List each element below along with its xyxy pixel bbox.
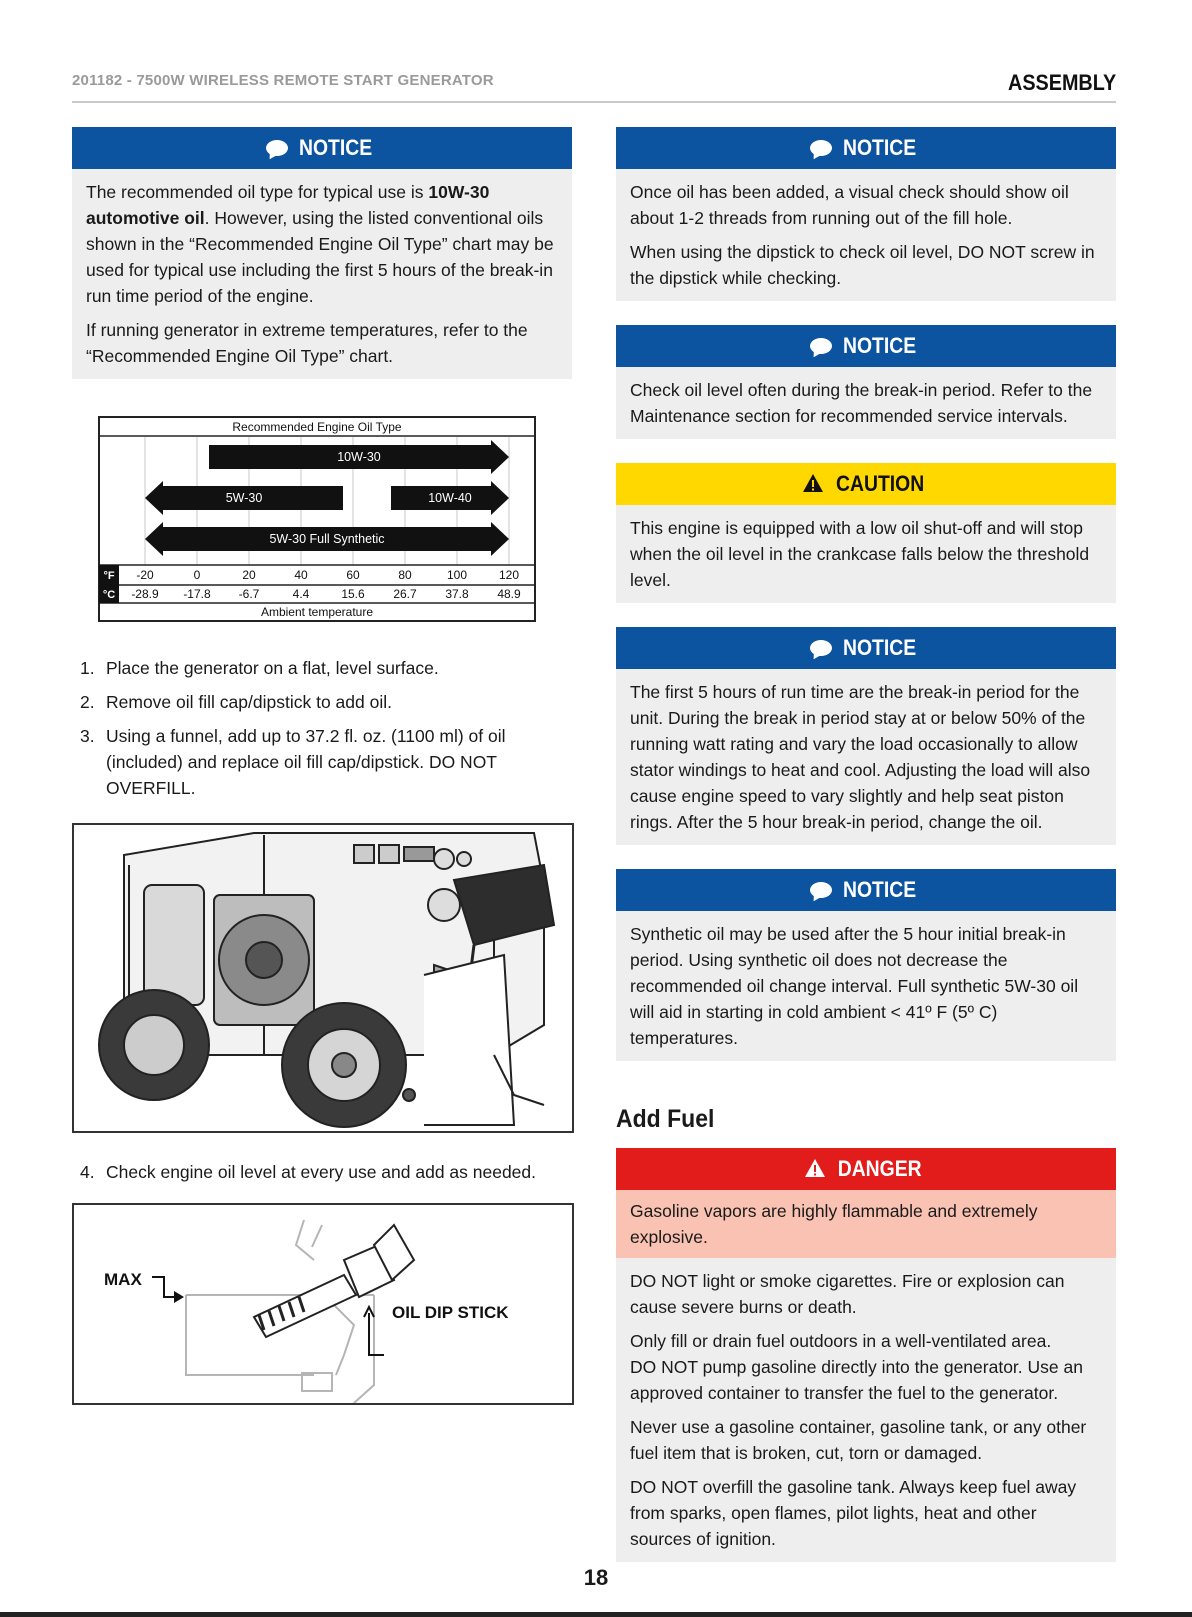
notice-body bbox=[616, 669, 1116, 845]
right-column bbox=[616, 127, 1116, 1586]
notice-header: NOTICE bbox=[72, 127, 572, 169]
oil-dip-stick-label: OIL DIP STICK bbox=[392, 1303, 509, 1322]
oil-steps-list bbox=[72, 655, 572, 801]
page-number: 18 bbox=[583, 1565, 609, 1590]
list-item: 2. Remove oil fill cap/dipstick to add oil. bbox=[80, 692, 392, 712]
fahrenheit-unit-label: °F bbox=[103, 570, 115, 582]
danger-summary: Gasoline vapors are highly flammable and extremely explosive. bbox=[616, 1190, 1116, 1258]
fahrenheit-tick-label: 60 bbox=[346, 568, 360, 582]
notice-box-break-in-check bbox=[616, 325, 1116, 439]
caution-header: CAUTION bbox=[616, 463, 1116, 505]
speech-bubble-icon bbox=[810, 877, 832, 903]
speech-bubble-icon bbox=[810, 333, 832, 359]
caution-body bbox=[616, 505, 1116, 603]
document-title: 201182 - 7500W WIRELESS REMOTE START GENERATOR bbox=[72, 72, 494, 89]
left-column bbox=[72, 127, 572, 1405]
caution-paragraph: This engine is equipped with a low oil shut-off and will stop when the oil level in the crankcase falls below the threshold level. bbox=[630, 518, 1090, 590]
notice-box-synthetic-oil bbox=[616, 869, 1116, 1061]
notice-header: NOTICE bbox=[616, 627, 1116, 669]
celsius-tick-label: 37.8 bbox=[445, 587, 469, 601]
oil-range-label: 10W-40 bbox=[428, 491, 472, 505]
danger-body bbox=[616, 1258, 1116, 1562]
notice-header: NOTICE bbox=[616, 869, 1116, 911]
celsius-tick-label: -17.8 bbox=[183, 587, 211, 601]
notice-paragraph: The first 5 hours of run time are the break-in period for the unit. During the break in period stay at or below 50% of the running watt rating and vary the load occasionally to allow stator windings to heat and cool. Adjusting the load will also cause engine speed to vary slightly and help seat piston rings. After the 5 hour break-in period, change the oil. bbox=[630, 682, 1091, 832]
notice-paragraph: When using the dipstick to check oil level, DO NOT screw in the dipstick while checking. bbox=[630, 242, 1095, 288]
celsius-tick-label: -6.7 bbox=[238, 587, 260, 601]
notice-body bbox=[616, 367, 1116, 439]
celsius-tick-label: -28.9 bbox=[131, 587, 159, 601]
fahrenheit-tick-label: 40 bbox=[294, 568, 308, 582]
oil-steps-list-continued bbox=[72, 1159, 572, 1185]
chart-x-axis-label: Ambient temperature bbox=[260, 605, 374, 619]
notice-header: NOTICE bbox=[616, 325, 1116, 367]
oil-range-label: 10W-30 bbox=[337, 450, 381, 464]
notice-body bbox=[616, 169, 1116, 301]
warning-triangle-icon bbox=[802, 471, 824, 497]
danger-header: DANGER bbox=[616, 1148, 1116, 1190]
fahrenheit-tick-label: 120 bbox=[498, 568, 520, 582]
warning-triangle-icon bbox=[804, 1156, 826, 1182]
speech-bubble-icon bbox=[810, 135, 832, 161]
notice-box-break-in-period bbox=[616, 627, 1116, 845]
header-divider bbox=[72, 101, 1116, 103]
chart-title: Recommended Engine Oil Type bbox=[232, 420, 402, 434]
celsius-tick-label: 48.9 bbox=[497, 587, 521, 601]
notice-body bbox=[616, 911, 1116, 1061]
danger-paragraph: Only fill or drain fuel outdoors in a well-ventilated area. DO NOT pump gasoline directly into the generator. Use an approved container to transfer the fuel to the generator. bbox=[630, 1331, 1083, 1403]
notice-box-oil-type bbox=[72, 127, 572, 379]
celsius-tick-label: 4.4 bbox=[292, 587, 310, 601]
generator-oil-fill-illustration bbox=[72, 823, 574, 1133]
caution-box bbox=[616, 463, 1116, 603]
notice-paragraph: If running generator in extreme temperatures, refer to the “Recommended Engine Oil Type” chart. bbox=[86, 320, 528, 366]
dipstick-illustration bbox=[72, 1203, 574, 1405]
max-label: MAX bbox=[104, 1270, 142, 1289]
fahrenheit-tick-label: 80 bbox=[398, 568, 412, 582]
fahrenheit-tick-label: 0 bbox=[193, 568, 201, 582]
danger-paragraph: DO NOT overfill the gasoline tank. Always keep fuel away from sparks, open flames, pilot lights, heat and other sources of ignition. bbox=[630, 1477, 1077, 1549]
notice-paragraph: Once oil has been added, a visual check should show oil about 1-2 threads from running out of the fill hole. bbox=[630, 182, 1069, 228]
oil-chart-svg bbox=[97, 415, 547, 625]
oil-range-label: 5W-30 Full Synthetic bbox=[269, 532, 385, 546]
step-4 bbox=[72, 1159, 572, 1185]
danger-paragraph: Never use a gasoline container, gasoline tank, or any other fuel item that is broken, cut, torn or damaged. bbox=[630, 1417, 1087, 1463]
notice-box-oil-check bbox=[616, 127, 1116, 301]
footer-rule bbox=[0, 1612, 1192, 1617]
celsius-unit-label: °C bbox=[102, 589, 116, 601]
section-title: ASSEMBLY bbox=[1007, 70, 1116, 95]
dipstick-illustration-svg bbox=[74, 1205, 572, 1403]
list-item: 1. Place the generator on a flat, level surface. bbox=[80, 658, 439, 678]
oil-type-chart bbox=[97, 415, 547, 625]
celsius-tick-label: 26.7 bbox=[393, 587, 417, 601]
list-item: 4. Check engine oil level at every use and add as needed. bbox=[80, 1162, 537, 1182]
notice-body bbox=[72, 169, 572, 379]
add-fuel-heading: Add Fuel bbox=[616, 1105, 715, 1133]
notice-paragraph: The recommended oil type for typical use is 10W-30 automotive oil. However, using the listed conventional oils shown in the “Recommended Engine Oil Type” chart may be used for typical use including the first 5 hours of the break-in run time period of the engine. bbox=[86, 182, 554, 306]
notice-header: NOTICE bbox=[616, 127, 1116, 169]
speech-bubble-icon bbox=[266, 135, 288, 161]
speech-bubble-icon bbox=[810, 635, 832, 661]
danger-paragraph: DO NOT light or smoke cigarettes. Fire or explosion can cause severe burns or death. bbox=[630, 1271, 1065, 1317]
generator-illustration-svg bbox=[74, 825, 572, 1131]
fahrenheit-tick-label: 20 bbox=[242, 568, 256, 582]
fahrenheit-tick-label: 100 bbox=[446, 568, 468, 582]
celsius-tick-label: 15.6 bbox=[341, 587, 365, 601]
danger-box bbox=[616, 1148, 1116, 1562]
oil-range-label: 5W-30 bbox=[225, 491, 263, 505]
fahrenheit-tick-label: -20 bbox=[136, 568, 154, 582]
notice-paragraph: Check oil level often during the break-in period. Refer to the Maintenance section for recommended service intervals. bbox=[630, 380, 1093, 426]
list-item: 3. Using a funnel, add up to 37.2 fl. oz. (1100 ml) of oil (included) and replace oil fill cap/dipstick. DO NOT OVERFILL. bbox=[80, 726, 506, 798]
notice-paragraph: Synthetic oil may be used after the 5 hour initial break-in period. Using synthetic oil does not decrease the recommended oil change interval. Full synthetic 5W-30 oil will aid in starting in cold ambient < 41º F (5º C) temperatures. bbox=[630, 924, 1079, 1048]
